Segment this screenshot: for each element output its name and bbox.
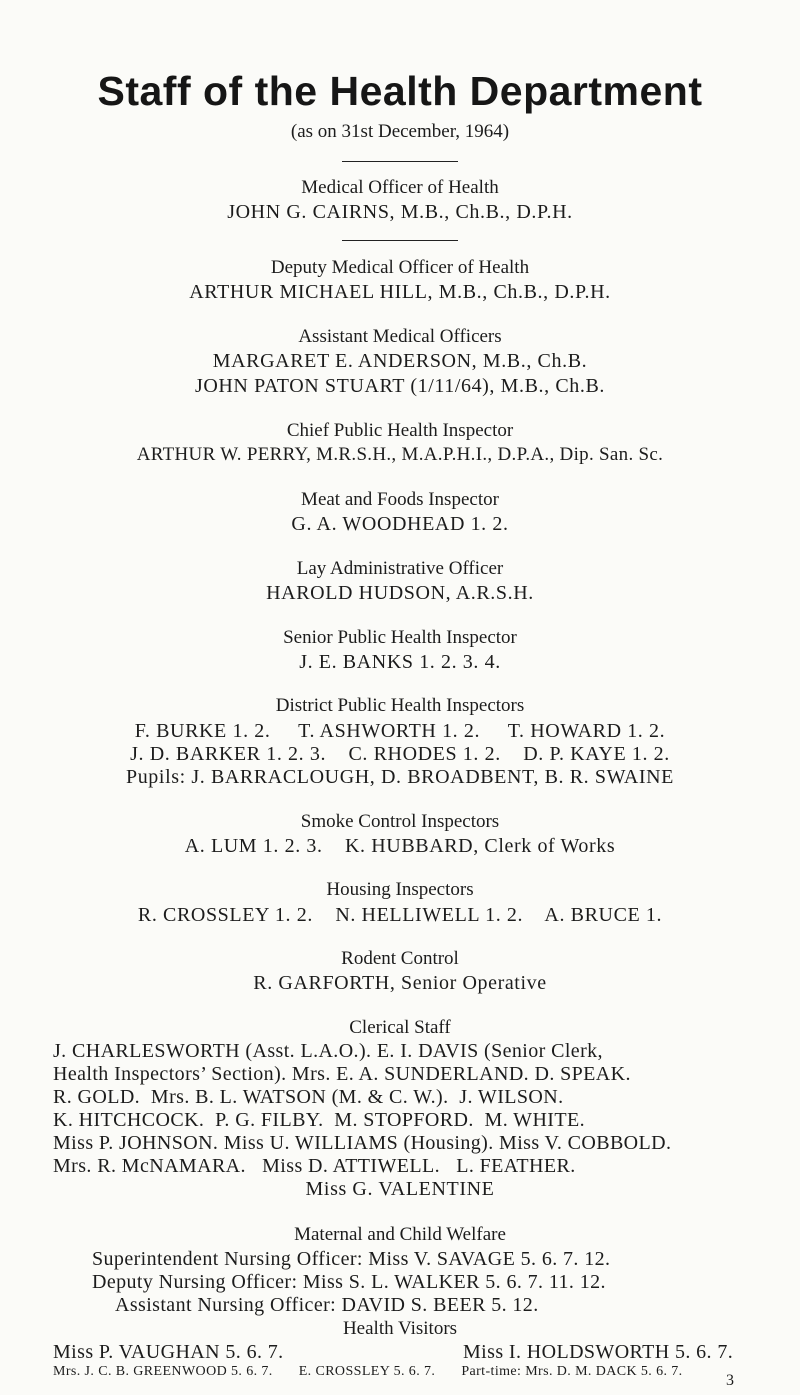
- rodent-line: R. GARFORTH, Senior Operative: [253, 972, 547, 994]
- lay-admin-name: HAROLD HUDSON, A.R.S.H.: [266, 582, 534, 604]
- visitor-line: E. CROSSLEY 5. 6. 7.: [298, 1364, 436, 1379]
- section-heading-district: District Public Health Inspectors: [275, 695, 525, 716]
- maternal-line: Superintendent Nursing Officer: Miss V. SAVAGE 5. 6. 7. 12.: [92, 1248, 611, 1270]
- clerical-line: R. GOLD. Mrs. B. L. WATSON (M. & C. W.). J. WILSON.: [53, 1086, 564, 1108]
- district-line: F. BURKE 1. 2. T. ASHWORTH 1. 2. T. HOWARD 1. 2.: [134, 720, 666, 742]
- page-subtitle: (as on 31st December, 1964): [290, 121, 510, 142]
- maternal-line: Assistant Nursing Officer: DAVID S. BEER 5. 12.: [115, 1294, 539, 1316]
- section-heading-rodent: Rodent Control: [341, 948, 459, 969]
- section-heading-deputy: Deputy Medical Officer of Health: [270, 257, 530, 278]
- page-number: 3: [726, 1372, 734, 1389]
- clerical-line: Mrs. R. McNAMARA. Miss D. ATTIWELL. L. FEATHER.: [53, 1155, 576, 1177]
- assistant-name: JOHN PATON STUART (1/11/64), M.B., Ch.B.: [194, 375, 606, 397]
- clerical-line: Miss G. VALENTINE: [305, 1178, 495, 1200]
- section-heading-smoke: Smoke Control Inspectors: [300, 811, 500, 832]
- section-heading-chief-phi: Chief Public Health Inspector: [286, 420, 514, 441]
- visitor-line-group: [53, 1364, 683, 1380]
- smoke-line: A. LUM 1. 2. 3. K. HUBBARD, Clerk of Works: [184, 835, 616, 857]
- district-line: J. D. BARKER 1. 2. 3. C. RHODES 1. 2. D. P. KAYE 1. 2.: [130, 743, 670, 765]
- section-heading-maternal: Maternal and Child Welfare: [294, 1224, 506, 1245]
- assistant-name: MARGARET E. ANDERSON, M.B., Ch.B.: [212, 350, 588, 372]
- page-title: Staff of the Health Department: [97, 68, 703, 114]
- moh-name: JOHN G. CAIRNS, M.B., Ch.B., D.P.H.: [227, 201, 573, 223]
- meat-name: G. A. WOODHEAD 1. 2.: [291, 513, 509, 535]
- section-heading-housing: Housing Inspectors: [326, 879, 474, 900]
- visitor-line: Part-time: Mrs. D. M. DACK 5. 6. 7.: [461, 1364, 683, 1379]
- clerical-line: Miss P. JOHNSON. Miss U. WILLIAMS (Housing). Miss V. COBBOLD.: [53, 1132, 672, 1154]
- divider: [342, 240, 458, 241]
- section-heading-assistant: Assistant Medical Officers: [298, 326, 502, 347]
- visitor-line: Miss I. HOLDSWORTH 5. 6. 7.: [463, 1341, 734, 1363]
- divider: [342, 161, 458, 162]
- section-heading-clerical: Clerical Staff: [349, 1017, 451, 1038]
- clerical-line: K. HITCHCOCK. P. G. FILBY. M. STOPFORD. M. WHITE.: [53, 1109, 585, 1131]
- section-heading-lay-admin: Lay Administrative Officer: [296, 558, 504, 579]
- clerical-line: Health Inspectors’ Section). Mrs. E. A. SUNDERLAND. D. SPEAK.: [53, 1063, 631, 1085]
- section-heading-senior-phi: Senior Public Health Inspector: [283, 627, 517, 648]
- section-heading-meat: Meat and Foods Inspector: [301, 489, 499, 510]
- senior-phi-name: J. E. BANKS 1. 2. 3. 4.: [299, 651, 501, 673]
- visitor-line: Miss P. VAUGHAN 5. 6. 7.: [53, 1341, 284, 1363]
- chief-phi-name: ARTHUR W. PERRY, M.R.S.H., M.A.P.H.I., D.P.A., Dip. San. Sc.: [136, 444, 664, 465]
- visitor-line: Mrs. J. C. B. GREENWOOD 5. 6. 7.: [53, 1364, 273, 1379]
- deputy-name: ARTHUR MICHAEL HILL, M.B., Ch.B., D.P.H.: [189, 281, 611, 303]
- housing-line: R. CROSSLEY 1. 2. N. HELLIWELL 1. 2. A. BRUCE 1.: [137, 904, 663, 926]
- section-heading-visitors: Health Visitors: [342, 1318, 458, 1339]
- clerical-line: J. CHARLESWORTH (Asst. L.A.O.). E. I. DAVIS (Senior Clerk,: [53, 1040, 603, 1062]
- maternal-line: Deputy Nursing Officer: Miss S. L. WALKER 5. 6. 7. 11. 12.: [92, 1271, 606, 1293]
- district-pupils: Pupils: J. BARRACLOUGH, D. BROADBENT, B. R. SWAINE: [125, 766, 674, 788]
- section-heading-moh: Medical Officer of Health: [301, 177, 499, 198]
